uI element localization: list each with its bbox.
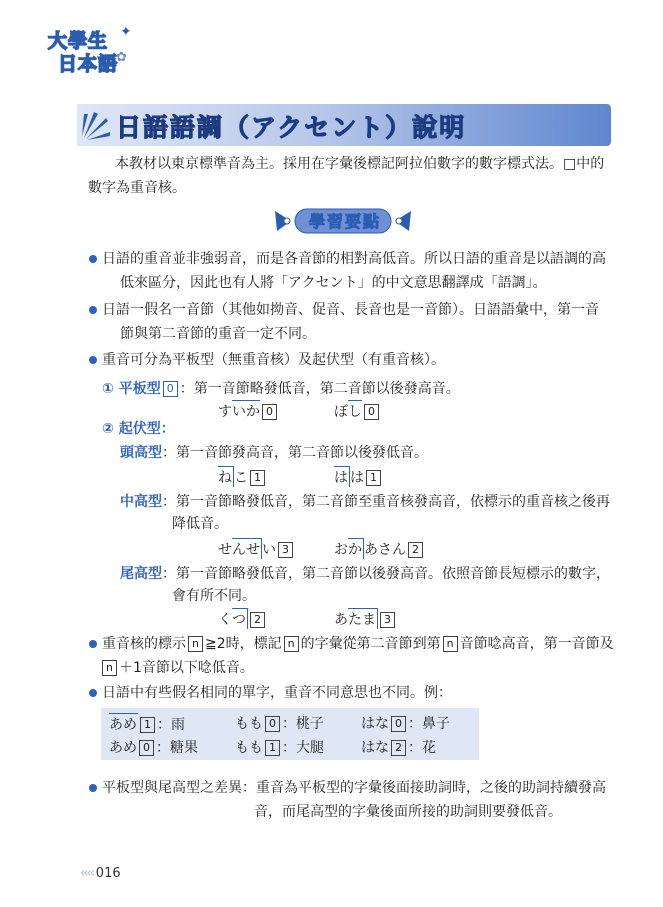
- example-word: あたま 3: [334, 608, 397, 629]
- section-badge: [273, 203, 413, 237]
- tail-desc2: 會有所不同。: [172, 588, 256, 604]
- example-word: すいか 0: [218, 400, 279, 421]
- example-word: おか あさん 2: [334, 538, 425, 559]
- flower-icon: ✿: [116, 50, 127, 65]
- table-cell: あめ 1 ：雨: [109, 713, 185, 734]
- fan-icon: [80, 108, 112, 142]
- type1-desc: ：第一音節略發低音，第二音節以後發高音。: [179, 381, 460, 397]
- point4-line1: 重音核的標示 n ≧2時，標記 n 的字彙從第二音節到第 n 音節唸高音，第一音節及: [102, 636, 614, 652]
- type1-row: [102, 377, 460, 401]
- logo-line2: 日本語: [58, 53, 119, 75]
- point6-line2: 音，而尾高型的字彙後面所接的助詞則要發低音。: [254, 804, 562, 820]
- point5-line: 日語中有些假名相同的單字，重音不同意思也不同。例：: [102, 685, 452, 701]
- bullet-icon: [89, 640, 97, 648]
- tail-row: [120, 562, 610, 586]
- mid-desc1: ：第一音節略發低音，第二音節至重音核發高音，依標示的重音核之後再: [162, 494, 610, 510]
- table-cell: はな 2 ：花: [361, 740, 436, 756]
- page-number: ‹‹‹‹ 016: [80, 866, 121, 881]
- section-label: 學習要點: [309, 212, 382, 231]
- example-word: せんせ い 3: [218, 538, 295, 559]
- type1-box: 0: [163, 381, 178, 397]
- tail-label: 尾高型: [120, 566, 162, 582]
- head-desc: ：第一音節發高音，第二音節以後發低音。: [162, 445, 428, 461]
- page-title: 日語語調（アクセント）說明: [116, 113, 467, 142]
- logo-line1: 大學生: [48, 30, 109, 52]
- mid-row: [120, 490, 610, 514]
- example-word: ね こ 1: [218, 466, 267, 487]
- bullet-icon: [89, 356, 97, 364]
- table-cell: もも 0 ：桃子: [235, 716, 324, 732]
- bullet-icon: [89, 255, 97, 263]
- example-word: ぼし 0: [334, 400, 381, 421]
- example-word: くつ 2: [218, 608, 267, 629]
- chevron-left-icon: ‹‹‹‹: [80, 866, 93, 881]
- bullet-icon: [89, 306, 97, 314]
- star-icon: ✦: [120, 24, 132, 40]
- mid-label: 中高型: [120, 494, 162, 510]
- example-word: は は 1: [334, 466, 383, 487]
- table-cell: もも 1 ：大腿: [235, 740, 324, 756]
- type1-label: ① 平板型: [102, 381, 161, 397]
- table-cell: あめ 0 ：糖果: [109, 740, 198, 756]
- intro-line1: 本教材以東京標準音為主。採用在字彙後標記阿拉伯數字的數字標式法。□中的: [115, 156, 605, 172]
- point4-line2: n ＋1音節以下唸低音。: [100, 656, 254, 680]
- point1-line2: 低來區分，因此也有人將「アクセント」的中文意思翻譯成「語調」。: [120, 275, 547, 291]
- point2-line2: 節與第二音節的重音一定不同。: [120, 326, 316, 342]
- point1-line1: 日語的重音並非強弱音，而是各音節的相對高低音。所以日語的重音是以語調的高: [102, 251, 606, 267]
- mid-desc2: 降低音。: [172, 516, 228, 532]
- point3-line1: 重音可分為平板型（無重音核）及起伏型（有重音核）。: [102, 352, 445, 368]
- point6-line1: 平板型與尾高型之差異：重音為平板型的字彙後面接助詞時，之後的助詞持續發高: [102, 780, 606, 796]
- bullet-icon: [89, 784, 97, 792]
- type2-label: ② 起伏型：: [102, 421, 175, 437]
- head-row: [120, 441, 428, 465]
- intro-line2: 數字為重音核。: [88, 180, 186, 196]
- head-label: 頭高型: [120, 445, 162, 461]
- accent-comparison-table: [101, 708, 479, 760]
- point2-line1: 日語一假名一音節（其他如拗音、促音、長音也是一音節）。日語語彙中，第一音: [102, 302, 599, 318]
- table-cell: はな 0 ：鼻子: [361, 716, 450, 732]
- bullet-icon: [89, 689, 97, 697]
- book-logo: [44, 22, 134, 74]
- tail-desc1: ：第一音節略發低音，第二音節以後發高音。依照音節長短標示的數字，: [162, 566, 610, 582]
